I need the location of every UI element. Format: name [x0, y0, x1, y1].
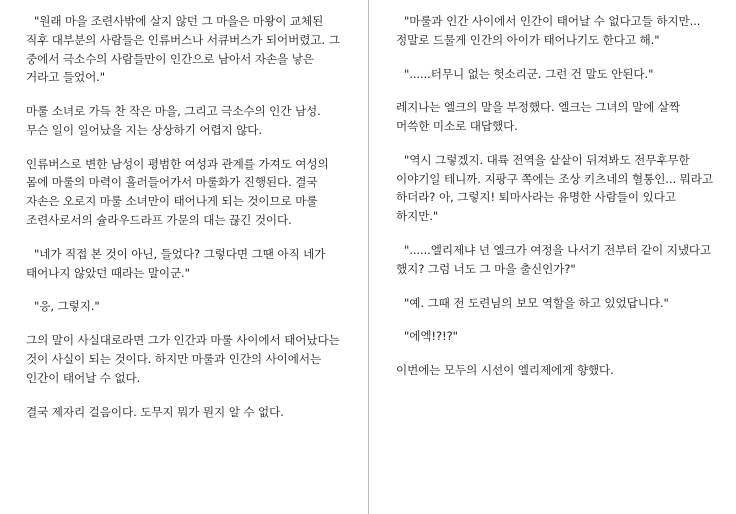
paragraph: "에엑!?!?" [404, 329, 458, 344]
column-divider [368, 0, 369, 514]
paragraph: "네가 직접 본 것이 아닌, 들었다? 그렇다면 그땐 아직 네가 태어나지 않았던 때라는 말이군." [26, 246, 326, 280]
paragraph: 결국 제자리 걸음이다. 도무지 뭐가 뭔지 알 수 없다. [26, 404, 284, 419]
paragraph: "응, 그렇지." [34, 299, 100, 314]
paragraph: 그의 말이 사실대로라면 그가 인간과 마룰 사이에서 태어났다는 것이 사실이 되는 것이다. 하지만 마룰과 인간의 사이에서는 인간이 태어날 수 없다. [26, 333, 340, 385]
paragraph: "원래 마을 조련사밖에 살지 않던 그 마을은 마왕이 교체된 직후 대부분의 사람들은 인류버스나 서큐버스가 되어버렸고. 그 중에서 극소수의 사람들만이 인간으로 남아서 자손을 낳은 거라고 들었어." [26, 14, 340, 85]
paragraph: "예. 그때 전 도련님의 보모 역할을 하고 있었답니다." [404, 295, 669, 310]
paragraph: 마룰 소녀로 가득 찬 작은 마을, 그리고 극소수의 인간 남성. 무슨 일이 일어났을 지는 상상하기 어렵지 않다. [26, 104, 321, 137]
paragraph: "......엘리제냐 넌 엘크가 여정을 나서기 전부터 같이 지냈다고 했지? 그럼 너도 그 마을 출신인가?" [396, 243, 712, 276]
paragraph: "......터무니 없는 헛소리군. 그런 건 말도 안된다." [404, 66, 654, 81]
paragraph: "마룰과 인간 사이에서 인간이 태어날 수 없다고들 하지만... 정말로 드물게 인간의 아이가 태어나기도 한다고 해." [396, 14, 701, 47]
paragraph: 이번에는 모두의 시선이 엘리제에게 향했다. [396, 363, 614, 378]
paragraph: 레지나는 엘크의 말을 부정했다. 엘크는 그녀의 말에 살짝 머쓱한 미소로 대답했다. [396, 100, 680, 134]
text-column-right [368, 0, 736, 514]
paragraph: 인류버스로 변한 남성이 평범한 여성과 관계를 가져도 여성의 몸에 마룰의 마력이 흘러들어가서 마룰화가 진행된다. 결국 자손은 오로지 마룰 소녀만이 태어나게 되는 것이므로 마룰 조련사로서의 슐라우드라프 가문의 대는 끊긴 것이다. [26, 156, 329, 228]
paragraph: "역시 그렇겠지. 대륙 전역을 샅샅이 뒤져봐도 전무후무한 이야기일 테니까. 지팡구 쪽에는 조상 키츠네의 혈통인... 뭐라고 하더라? 아, 그렇지! 퇴마사라는 유명한 사람들이 있다고 하지만." [396, 152, 713, 224]
